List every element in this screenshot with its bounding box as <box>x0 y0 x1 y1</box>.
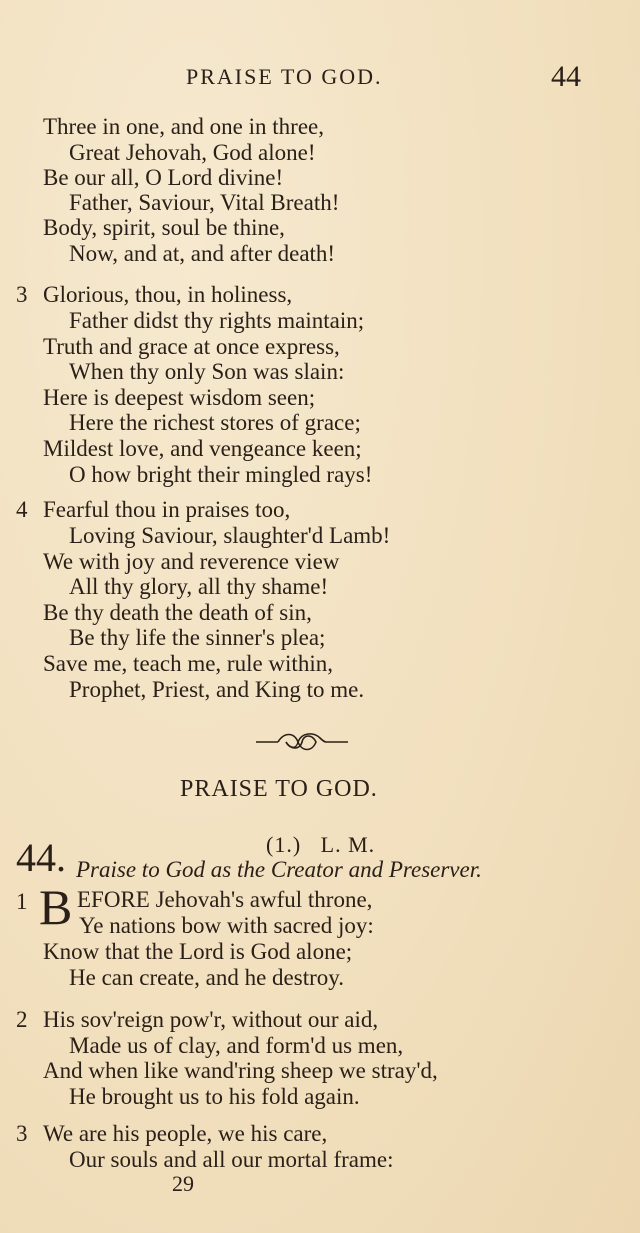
verse-line: Be our all, O Lord divine! <box>43 165 284 190</box>
verse-line: He brought us to his fold again. <box>69 1084 360 1109</box>
page-number: 44 <box>551 60 581 93</box>
verse-line: We are his people, we his care, <box>43 1121 328 1146</box>
verse-line: Be thy life the sinner's plea; <box>69 625 326 650</box>
verse-line: Three in one, and one in three, <box>43 114 324 139</box>
stanza-number: 1 <box>16 889 28 914</box>
verse-line: And when like wand'ring sheep we stray'd, <box>43 1058 438 1083</box>
verse-line: Body, spirit, soul be thine, <box>43 215 285 240</box>
verse-line: When thy only Son was slain: <box>69 359 345 384</box>
verse-line: Father, Saviour, Vital Breath! <box>69 190 340 215</box>
verse-line: Save me, teach me, rule within, <box>43 651 333 676</box>
printer-signature: 29 <box>172 1171 194 1196</box>
verse-line: Fearful thou in praises too, <box>43 497 291 522</box>
verse-line: Truth and grace at once express, <box>43 334 340 359</box>
running-title: PRAISE TO GOD. <box>186 64 383 89</box>
verse-line: Here is deepest wisdom seen; <box>43 385 316 410</box>
verse-line: He can create, and he destroy. <box>69 965 345 990</box>
hymn-subtitle: Praise to God as the Creator and Preserver. <box>76 857 482 882</box>
meter-label: L. M. <box>320 832 376 857</box>
verse-line: Ye nations bow with sacred joy: <box>79 913 374 938</box>
verse-line: His sov'reign pow'r, without our aid, <box>43 1007 379 1032</box>
verse-line: Father didst thy rights maintain; <box>69 308 365 333</box>
verse-line: Here the richest stores of grace; <box>69 410 361 435</box>
verse-line: Loving Saviour, slaughter'd Lamb! <box>69 523 391 548</box>
verse-line: Know that the Lord is God alone; <box>43 939 353 964</box>
verse-line: Be thy death the death of sin, <box>43 600 312 625</box>
verse-line: Now, and at, and after death! <box>69 241 336 266</box>
verse-line: Our souls and all our mortal frame: <box>69 1147 394 1172</box>
tune-reference: (1.) <box>266 832 302 857</box>
drop-cap: B <box>39 879 73 935</box>
verse-line: Prophet, Priest, and King to me. <box>69 677 365 702</box>
hymn-meter <box>266 832 375 858</box>
verse-line: Made us of clay, and form'd us men, <box>69 1033 404 1058</box>
stanza-number: 3 <box>16 282 28 307</box>
section-ornament-icon <box>254 730 350 754</box>
stanza-number: 2 <box>16 1007 28 1032</box>
verse-line: Great Jehovah, God alone! <box>69 140 316 165</box>
hymn-number: 44. <box>16 835 66 880</box>
verse-line: EFORE Jehovah's awful throne, <box>77 887 373 912</box>
verse-line: Mildest love, and vengeance keen; <box>43 436 362 461</box>
verse-line: All thy glory, all thy shame! <box>69 574 329 599</box>
stanza-number: 4 <box>16 497 28 522</box>
verse-line: O how bright their mingled rays! <box>69 462 373 487</box>
stanza-number: 3 <box>16 1121 28 1146</box>
section-title: PRAISE TO GOD. <box>180 776 378 802</box>
verse-line: Glorious, thou, in holiness, <box>43 282 293 307</box>
verse-line: We with joy and reverence view <box>43 549 340 574</box>
